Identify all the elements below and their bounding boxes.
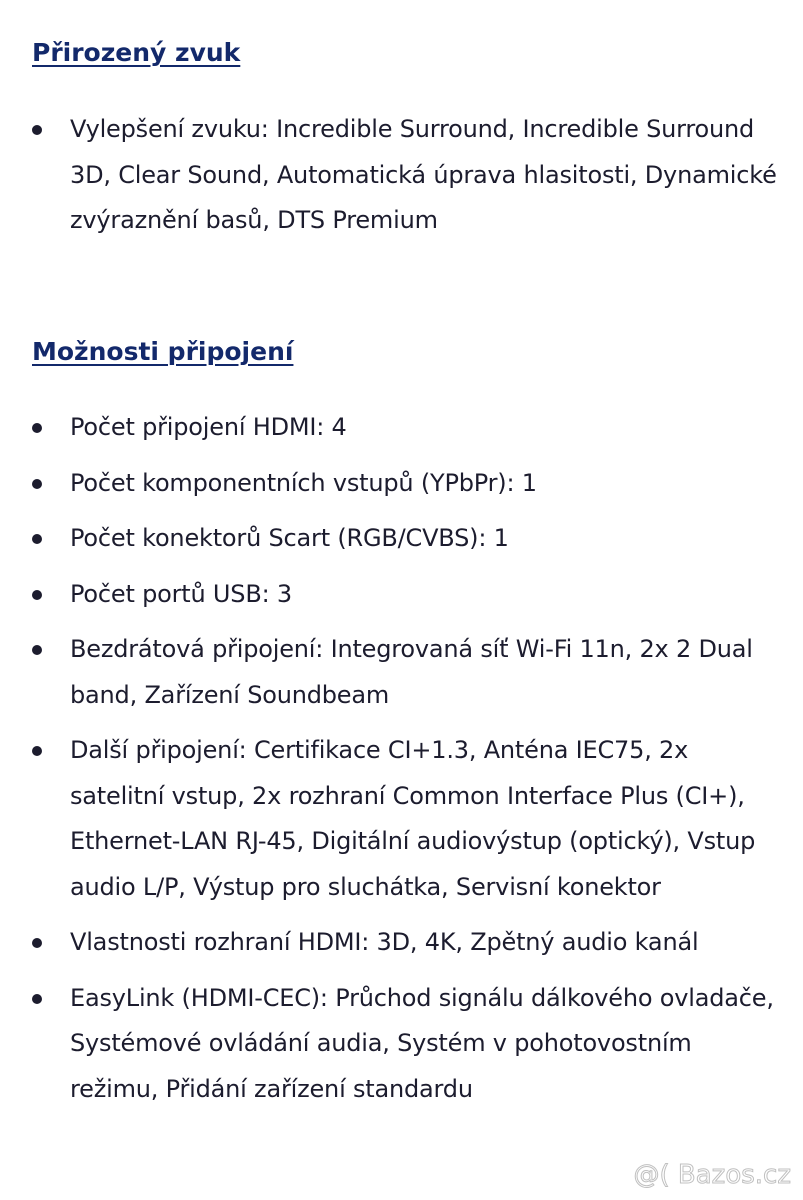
bullet-icon [32, 645, 42, 655]
section-heading-connectivity: Možnosti připojení [32, 337, 294, 366]
list-item [0, 976, 803, 1113]
bullet-icon [32, 479, 42, 489]
list-item [0, 461, 803, 507]
list-item [0, 728, 803, 910]
list-item-text: Počet komponentních vstupů (YPbPr): 1 [70, 468, 537, 497]
list-item [0, 107, 803, 244]
connectivity-list [0, 405, 803, 1122]
bullet-icon [32, 746, 42, 756]
list-item [0, 627, 803, 718]
list-item [0, 920, 803, 966]
list-item-text: Bezdrátová připojení: Integrovaná síť Wi-Fi 11n, 2x 2 Dual band, Zařízení Soundbeam [70, 635, 753, 709]
bullet-icon [32, 534, 42, 544]
list-item-text: Další připojení: Certifikace CI+1.3, Anténa IEC75, 2x satelitní vstup, 2x rozhraní Common Interface Plus (CI+), Ethernet-LAN RJ-45, Digitální audiovýstup (optický), Vstup audio L/P, Výstup pro sluchátka, Servisní konektor [70, 736, 756, 901]
bullet-icon [32, 590, 42, 600]
bullet-icon [32, 938, 42, 948]
list-item-text: Počet konektorů Scart (RGB/CVBS): 1 [70, 524, 509, 552]
list-item-text: EasyLink (HDMI-CEC): Průchod signálu dálkového ovladače, Systémové ovládání audia, Systém v pohotovostním režimu, Přidání zařízení standardu [70, 983, 774, 1103]
list-item-text: Počet portů USB: 3 [70, 579, 292, 608]
bullet-icon [32, 125, 42, 135]
bullet-icon [32, 423, 42, 433]
bullet-icon [32, 994, 42, 1004]
list-item [0, 516, 803, 562]
watermark-logo: @( Bazos.cz [633, 1160, 791, 1190]
list-item-text: Vlastnosti rozhraní HDMI: 3D, 4K, Zpětný audio kanál [70, 928, 699, 956]
list-item [0, 405, 803, 451]
sound-features-list [0, 107, 803, 244]
section-heading-natural-sound: Přirozený zvuk [32, 38, 241, 67]
list-item [0, 572, 803, 618]
list-item-text: Počet připojení HDMI: 4 [70, 413, 347, 441]
list-item-text: Vylepšení zvuku: Incredible Surround, Incredible Surround 3D, Clear Sound, Automatická úprava hlasitosti, Dynamické zvýraznění basů, DTS Premium [70, 115, 777, 234]
